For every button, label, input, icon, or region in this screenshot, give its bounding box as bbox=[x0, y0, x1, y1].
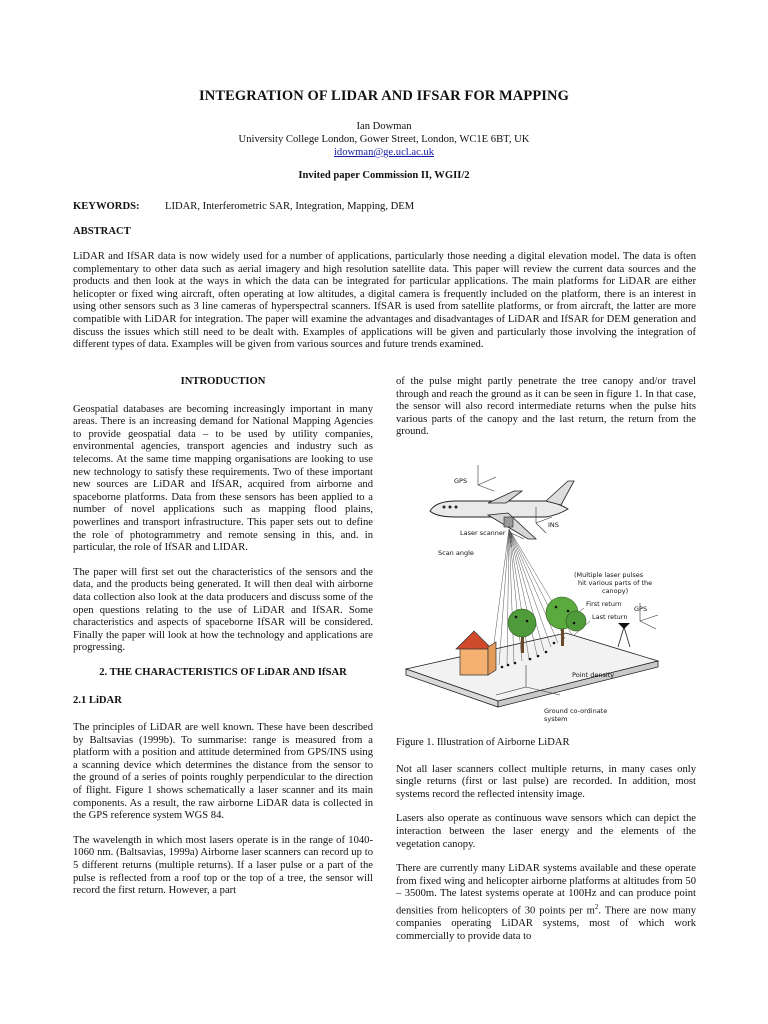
returns-paragraph: Not all laser scanners collect multiple returns, in many cases only single returns (first or last pulse) are recorded. In addition, most systems record the reflected intensity image. bbox=[396, 763, 696, 800]
continuous-wave-paragraph: Lasers also operate as continuous wave sensors which can depict the interaction between the laser energy and the elements of the vegetation canopy. bbox=[396, 813, 696, 850]
right-column bbox=[396, 376, 696, 955]
label-first-return: First return bbox=[586, 599, 622, 608]
label-point-density: Point density bbox=[572, 670, 615, 679]
label-ins: INS bbox=[548, 520, 559, 529]
continued-paragraph: of the pulse might partly penetrate the tree canopy and/or travel through and reach the ground as it can be seen in figure 1. In that case, the sensor will also record intermediate returns when the pulse hits various parts of the canopy and the last return, the return from the ground. bbox=[396, 376, 696, 438]
keywords-label: KEYWORDS: bbox=[73, 201, 140, 212]
label-ground-system-1: Ground co-ordinate bbox=[544, 706, 608, 715]
label-gps-plane: GPS bbox=[454, 476, 468, 485]
section-2-1-heading: 2.1 LiDAR bbox=[73, 695, 122, 707]
systems-paragraph: There are currently many LiDAR systems available and these operate from fixed wing and helicopter airborne platforms at altitudes from 50 – 3500m. The latest systems operate at 100Hz and can produce point densities from helicopters of 30 points per $m^2$. There are now many companies operating LiDAR systems, most of which work commercially to provide data to bbox=[396, 863, 696, 942]
label-scan-angle: Scan angle bbox=[438, 548, 474, 557]
label-last-return: Last return bbox=[592, 612, 628, 621]
figure-1-caption: Figure 1. Illustration of Airborne LiDAR bbox=[396, 736, 570, 748]
invited-paper-note: Invited paper Commission II, WGII/2 bbox=[298, 170, 470, 181]
lidar-paragraph-2: The wavelength in which most lasers operate is in the range of 1040-1060 nm. (Baltsavias, 1999a) Airborne laser scanners can record up to 5 different returns (multiple returns). If a laser pulse or a part of the pulse is reflected from a roof top or the top of a tree, the sensor will record the first return. However, a part bbox=[73, 834, 373, 897]
keywords-line bbox=[73, 201, 414, 212]
label-multiple-pulses-3: canopy) bbox=[602, 586, 629, 595]
lidar-illustration bbox=[396, 451, 696, 731]
paper-title: INTEGRATION OF LIDAR AND IFSAR FOR MAPPING bbox=[199, 88, 569, 104]
label-ground-system-2: system bbox=[544, 714, 568, 723]
label-laser-scanner: Laser scanner bbox=[460, 528, 506, 537]
author-name: Ian Dowman bbox=[356, 121, 412, 132]
introduction-paragraph-1: Geospatial databases are becoming increasingly important in many areas. There is an increasing demand for National Mapping Agencies to provide geospatial data – to be used by utility companies, environmental agencies, transport agencies and industry such as telecoms. At the same time mapping organisations are looking to use new technology to satisfy these requirements. Two of these important new sources are LiDAR and IfSAR, acquired from airborne and spaceborne platforms. Data from these sensors has been applied to a number of novel applications such as mapping flood plains, powerlines and transport infrastructure. This paper sets out to define the role of photogrammetry and remote sensing in this, and. in particular, the role of IfSAR and LIDAR. bbox=[73, 403, 373, 554]
ground-block bbox=[406, 633, 658, 707]
lidar-paragraph-1: The principles of LiDAR are well known. These have been described by Baltsavias (1999b). To summarise: range is measured from a platform with a position and attitude determined from GPS/INS using a scanning device which determines the distance from the sensor to the ground of a series of points roughly perpendicular to the direction of flight. Figure 1 shows schematically a laser scanner and its main components. As a result, the raw airborne LiDAR data is collected in the GPS reference system WGS 84. bbox=[73, 722, 373, 822]
introduction-heading: INTRODUCTION bbox=[180, 376, 266, 387]
author-affiliation: University College London, Gower Street, London, WC1E 6BT, UK bbox=[238, 134, 530, 145]
left-column bbox=[73, 376, 373, 910]
introduction-paragraph-2: The paper will first set out the characteristics of the sensors and the data, and the products being generated. It will then deal with airborne data collection also look at the data producers and discuss some of the open questions relating to the use of LiDAR and IfSAR. Some characteristics and aspects of spaceborne IfSAR will be considered. Finally the paper will look at how the technology and applications are progressing. bbox=[73, 566, 373, 654]
author-email-link[interactable]: idowman@ge.ucl.ac.uk bbox=[333, 147, 435, 158]
keywords-value: LIDAR, Interferometric SAR, Integration, Mapping, DEM bbox=[165, 201, 415, 212]
abstract-heading: ABSTRACT bbox=[73, 226, 131, 237]
house bbox=[456, 631, 496, 675]
label-multiple-pulses-1: (Multiple laser pulses bbox=[574, 570, 644, 579]
abstract-text: LiDAR and IfSAR data is now widely used for a number of applications, particularly those needing a digital elevation model. The data is often complementary to other data such as aerial imagery and high resolution satellite data. This paper will review the current data sources and the products and then look at the ways in which the data can be integrated for particular applications. The main platforms for LiDAR are either helicopter or fixed wing aircraft, often operating at low altitudes, a digital camera is frequently included on the platform, there is an interest in using other sensors such as 3 line cameras of hyperspectral scanners. IfSAR is used from satellite platforms, or from aircraft, the latter are more compatible with LiDAR for integration. The paper will examine the advantages and disadvantages of LiDAR and IfSAR for DEM generation and discuss the issues which still need to be dealt with. Examples of applications will be given and particularly those involving the integration of different types of data. Examples will be given from various sources and future trends examined. bbox=[73, 251, 696, 351]
figure-airborne-lidar bbox=[396, 451, 696, 731]
label-gps-ground: GPS bbox=[634, 604, 648, 613]
label-multiple-pulses-2: hit various parts of the bbox=[578, 578, 653, 587]
section-2-heading: 2. THE CHARACTERISTICS OF LiDAR AND IfSAR bbox=[99, 666, 347, 678]
